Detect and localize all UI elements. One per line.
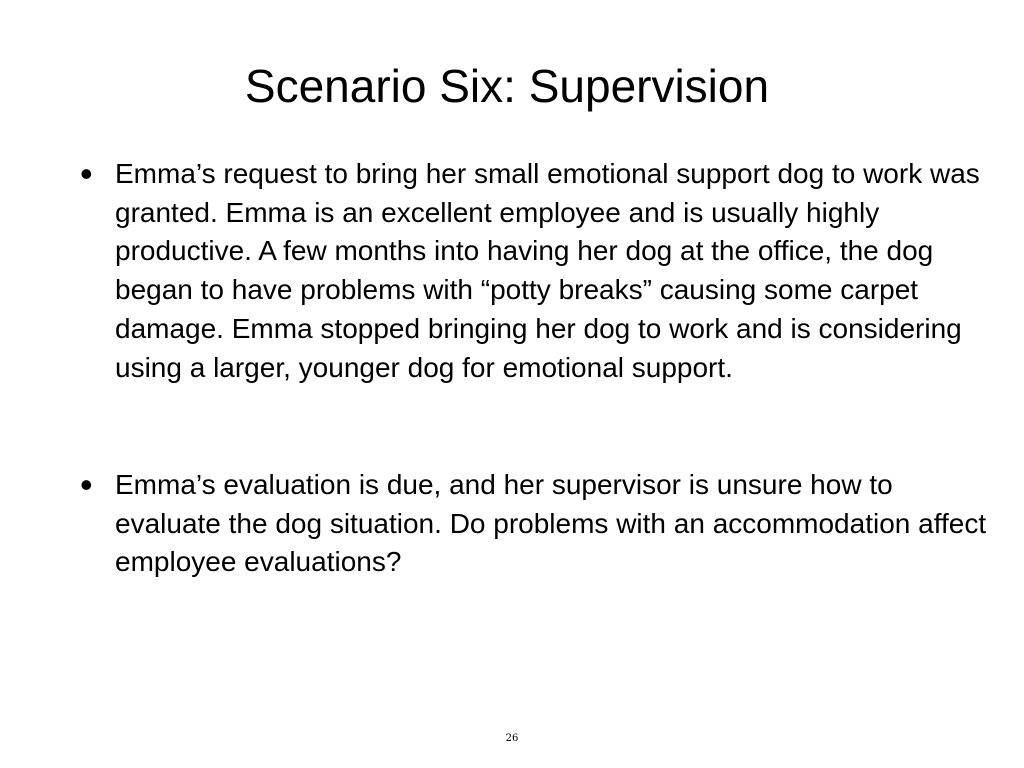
bullet-marker: •: [80, 464, 93, 505]
page-number: 26: [505, 733, 519, 744]
bullet-text-question: Emma’s evaluation is due, and her supervisor is unsure how to evaluate the dog situation. Do problems with an accommodation affect employee evaluations?: [115, 469, 987, 578]
slide-title: Scenario Six: Supervision: [244, 60, 770, 112]
bullet-text-scenario: Emma’s request to bring her small emotional support dog to work was granted. Emma is an excellent employee and is usually highly productive. A few months into having her dog at the office, the dog began to have problems with “potty breaks” causing some carpet damage. Emma stopped bringing her dog to work and is considering using a larger, younger dog for emotional support.: [115, 158, 980, 383]
bullet-marker: •: [80, 153, 93, 194]
